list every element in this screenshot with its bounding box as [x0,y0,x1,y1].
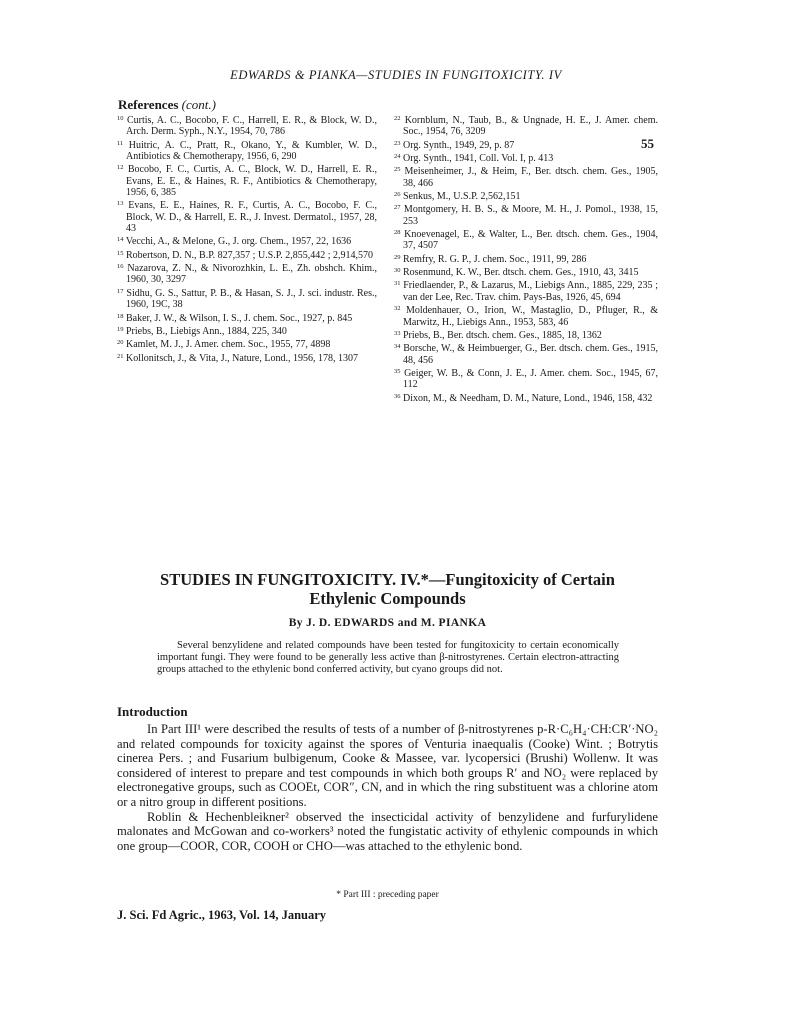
reference-item [394,303,658,328]
reference-text: Montgomery, H. B. S., & Moore, M. H., J. Pomol., 1938, 15, 253 [403,204,659,227]
reference-item [117,324,377,337]
article-title-line-1: STUDIES IN FUNGITOXICITY. IV.*—Fungitoxicity of Certain [160,570,615,589]
article-title [117,570,658,608]
reference-item [394,202,658,227]
reference-text: Evans, E. E., Haines, R. F., Curtis, A. C., Bocobo, F. C., Block, W. D., & Harrell, E. R., J. Invest. Dermatol., 1957, 28, 43 [126,200,377,235]
reference-item [117,286,377,311]
reference-number: 30 [394,267,401,275]
reference-number: 33 [394,329,401,337]
page-number: 55 [641,136,654,151]
reference-text: Friedlaender, P., & Lazarus, M., Liebigs Ann., 1885, 229, 235 ; van der Lee, Rec. Trav. chim. Pays-Bas, 1926, 45, 694 [403,280,659,303]
references-heading [118,97,216,113]
reference-item [117,234,377,247]
reference-number: 25 [394,166,401,174]
reference-number: 18 [117,312,124,320]
reference-number: 14 [117,236,124,244]
reference-text: Dixon, M., & Needham, D. M., Nature, Lond., 1946, 158, 432 [403,392,653,404]
introduction-paragraph-2: Roblin & Hechenbleikner² observed the insecticidal activity of benzylidene and furfurylidene malonates and McGowan and co-workers³ noted the fungistatic activity of ethylenic compounds in which one group—COOR, COR, COOH or CHO—was attached to the ethylenic bond. [117,809,658,853]
reference-text: Borsche, W., & Heimbuerger, G., Ber. dtsch. chem. Ges., 1915, 48, 456 [403,343,659,366]
reference-text: Knoevenagel, E., & Walter, L., Ber. dtsch. chem. Ges., 1904, 37, 4507 [403,229,658,252]
article-title-line-2: Ethylenic Compounds [309,589,466,608]
reference-number: 17 [117,287,124,295]
reference-text: Org. Synth., 1941, Coll. Vol. I, p. 413 [403,153,554,165]
reference-text: Moldenhauer, O., Irion, W., Mastaglio, D., Pfluger, R., & Marwitz, H., Liebigs Ann., 1953, 583, 46 [403,305,659,328]
article-abstract [157,640,619,677]
reference-text: Vecchi, A., & Melone, G., J. org. Chem., 1957, 22, 1636 [125,236,352,248]
reference-number: 12 [117,164,124,172]
reference-number: 21 [117,352,124,360]
reference-item [117,248,377,261]
reference-text: Nazarova, Z. N., & Nivorozhkin, L. E., Zh. obshch. Khim., 1960, 30, 3297 [126,263,378,286]
reference-item [117,261,377,286]
reference-number: 19 [117,325,124,333]
reference-number: 29 [394,253,401,261]
references-left-column [117,113,377,364]
article-byline: By J. D. EDWARDS and M. PIANKA [288,617,487,629]
reference-text: Robertson, D. N., B.P. 827,357 ; U.S.P. 2,855,442 ; 2,914,570 [126,249,373,261]
reference-text: Org. Synth., 1949, 29, p. 87 [403,139,515,151]
reference-text: Meisenheimer, J., & Heim, F., Ber. dtsch. chem. Ges., 1905, 38, 466 [403,166,658,189]
reference-text: Geiger, W. B., & Conn, J. E., J. Amer. chem. Soc., 1945, 67, 112 [403,367,658,391]
reference-item [394,366,658,391]
reference-item [394,138,658,151]
reference-item [394,391,658,404]
reference-item [117,311,377,324]
reference-item [117,113,377,138]
introduction-paragraph-1: In Part III¹ were described the results of tests of a number of β-nitrostyrenes p-R·C₆H₄·CH:CR′·NO₂ and related compounds for toxicity against the spores of Venturia inaequalis (Cooke) Wint. ; Botrytis cinerea Pers. ; and Fusarium bulbigenum, Cooke & Massee, var. lycopersici (Brushi) Wollenw. It was considered of interest to prepare and test compounds in which both groups R′ and NO₂ were replaced by electronegative groups, such as COOEt, COR″, CN, and in which the ring substituent was a chlorine atom or a nitro group in different positions. [117,722,658,809]
reference-number: 13 [117,200,124,208]
reference-number: 35 [394,367,401,375]
reference-item [117,138,377,163]
reference-item [394,151,658,164]
reference-number: 27 [394,204,401,212]
reference-number: 23 [394,139,401,147]
reference-item [394,278,658,303]
reference-item [394,189,658,202]
footnote: * Part III : preceding paper [336,890,439,900]
reference-text: Priebs, B., Ber. dtsch. chem. Ges., 1885, 18, 1362 [403,329,602,341]
reference-item [117,198,377,234]
reference-number: 32 [394,305,401,313]
reference-text: Kornblum, N., Taub, B., & Ungnade, H. E., J. Amer. chem. Soc., 1954, 76, 3209 [403,115,659,138]
reference-text: Priebs, B., Liebigs Ann., 1884, 225, 340 [126,325,287,337]
reference-item [117,162,377,198]
reference-number: 15 [117,249,124,257]
reference-item [394,113,658,138]
reference-number: 11 [117,139,124,147]
reference-text: Rosenmund, K. W., Ber. dtsch. chem. Ges., 1910, 43, 3415 [403,267,639,279]
reference-text: Bocobo, F. C., Curtis, A. C., Block, W. D., Harrell, E. R., Evans, E. E., & Haines, R. F., Antibiotics & Chemotherapy, 1956, 6, 385 [126,164,377,199]
reference-item [394,164,658,189]
reference-number: 28 [394,229,401,237]
reference-item [394,227,658,252]
reference-number: 16 [117,263,124,271]
reference-number: 36 [394,392,401,400]
reference-text: Kollonitsch, J., & Vita, J., Nature, Lond., 1956, 178, 1307 [126,352,358,364]
reference-text: Senkus, M., U.S.P. 2,562,151 [403,191,521,203]
running-head-text: EDWARDS & PIANKA—STUDIES IN FUNGITOXICITY. IV [230,68,562,82]
reference-text: Sidhu, G. S., Sattur, P. B., & Hasan, S. J., J. sci. industr. Res., 1960, 19C, 38 [126,287,377,311]
reference-item [117,351,377,364]
reference-item [394,252,658,265]
reference-text: Huitric, A. C., Pratt, R., Okano, Y., & Kumbler, W. D., Antibiotics & Chemotherapy, 1956, 6, 290 [126,139,377,163]
references-heading-text: References [118,97,179,112]
reference-text: Curtis, A. C., Bocobo, F. C., Harrell, E. R., & Block, W. D., Arch. Derm. Syph., N.Y., 1954, 70, 786 [126,115,377,138]
reference-item [394,328,658,341]
reference-number: 34 [394,343,401,351]
reference-text: Kamlet, M. J., J. Amer. chem. Soc., 1955, 77, 4898 [126,339,331,351]
reference-number: 26 [394,191,401,199]
reference-number: 22 [394,115,401,122]
reference-number: 31 [394,280,401,288]
introduction-heading: Introduction [117,704,188,719]
reference-number: 24 [394,153,401,161]
reference-number: 10 [117,115,124,122]
reference-item [394,341,658,366]
references-right-column [394,113,658,404]
references-heading-suffix: (cont.) [181,97,216,112]
abstract-text: Several benzylidene and related compounds have been tested for fungitoxicity to certain economically important fungi. They were found to be generally less active than β-nitrostyrenes. Certain electron-attracting groups attached to the ethylenic bond conferred activity, but cyano groups did not. [157,640,619,676]
journal-citation: J. Sci. Fd Agric., 1963, Vol. 14, January [117,908,327,922]
reference-text: Remfry, R. G. P., J. chem. Soc., 1911, 99, 286 [403,253,587,265]
reference-text: Baker, J. W., & Wilson, I. S., J. chem. Soc., 1927, p. 845 [126,312,353,324]
reference-number: 20 [117,339,124,347]
reference-item [394,265,658,278]
introduction-body [117,722,658,853]
reference-item [117,337,377,350]
